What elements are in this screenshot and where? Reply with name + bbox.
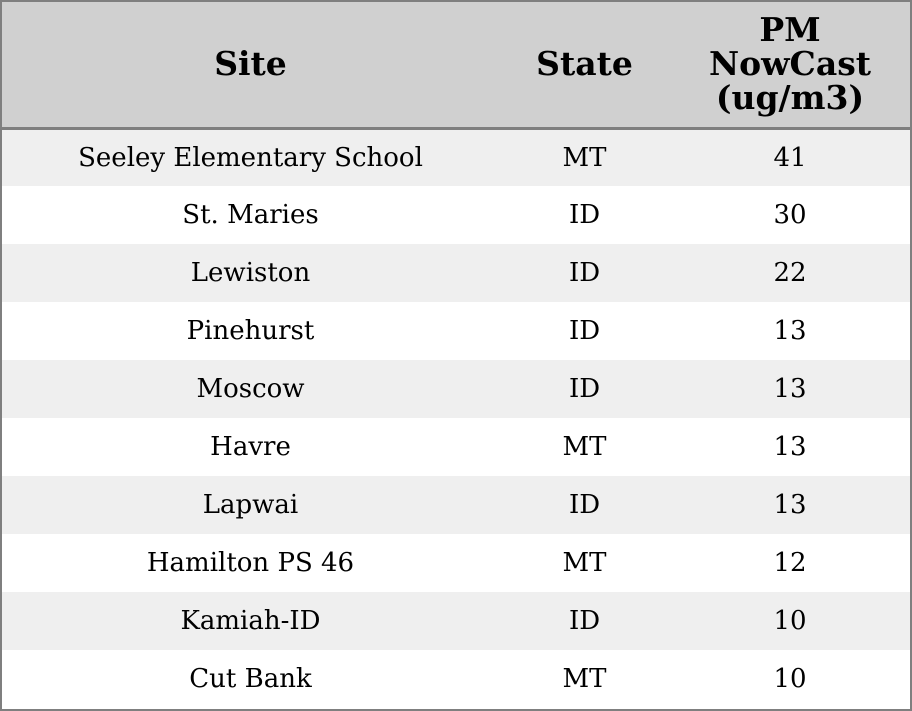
cell-pm-nowcast: 10 bbox=[773, 606, 807, 636]
table-row bbox=[2, 244, 910, 302]
header-row bbox=[2, 2, 910, 128]
table-row bbox=[2, 360, 910, 418]
table-row bbox=[2, 186, 910, 244]
cell-state: ID bbox=[568, 606, 601, 636]
cell-pm-nowcast: 22 bbox=[773, 258, 807, 288]
table-header bbox=[2, 2, 910, 128]
cell-state: ID bbox=[568, 316, 601, 346]
cell-state: ID bbox=[568, 374, 601, 404]
table-body bbox=[2, 128, 910, 708]
column-header-site bbox=[2, 2, 499, 128]
cell-state: ID bbox=[568, 258, 601, 288]
cell-state: MT bbox=[562, 548, 607, 578]
cell-site: Kamiah-ID bbox=[180, 606, 321, 636]
cell-site: Lapwai bbox=[202, 490, 299, 520]
header-state-line: State bbox=[536, 44, 633, 84]
cell-state: ID bbox=[568, 200, 601, 230]
cell-site: Cut Bank bbox=[189, 664, 312, 694]
cell-site: Pinehurst bbox=[186, 316, 315, 346]
cell-state: MT bbox=[562, 142, 607, 173]
column-header-pm-nowcast bbox=[670, 2, 910, 128]
header-pm-line-2: NowCast bbox=[708, 44, 872, 84]
cell-state: MT bbox=[562, 664, 607, 694]
cell-state: MT bbox=[562, 432, 607, 462]
cell-pm-nowcast: 12 bbox=[773, 548, 807, 578]
cell-state: ID bbox=[568, 490, 601, 520]
cell-pm-nowcast: 13 bbox=[773, 374, 807, 404]
cell-site: Havre bbox=[210, 432, 291, 462]
table-row bbox=[2, 418, 910, 476]
cell-site: Seeley Elementary School bbox=[78, 142, 423, 173]
column-header-state bbox=[499, 2, 670, 128]
cell-pm-nowcast: 41 bbox=[773, 142, 807, 173]
cell-pm-nowcast: 13 bbox=[773, 432, 807, 462]
cell-site: St. Maries bbox=[182, 200, 319, 230]
cell-site: Hamilton PS 46 bbox=[146, 548, 355, 578]
cell-pm-nowcast: 13 bbox=[773, 316, 807, 346]
header-pm-line-3: (ug/m3) bbox=[715, 78, 865, 118]
header-site-line: Site bbox=[214, 44, 287, 84]
table-row bbox=[2, 534, 910, 592]
cell-site: Moscow bbox=[196, 374, 305, 404]
cell-pm-nowcast: 10 bbox=[773, 664, 807, 694]
table-row bbox=[2, 302, 910, 360]
data-table bbox=[2, 2, 910, 708]
cell-pm-nowcast: 30 bbox=[773, 200, 807, 230]
cell-pm-nowcast: 13 bbox=[773, 490, 807, 520]
table-row bbox=[2, 476, 910, 534]
header-pm-line-1: PM bbox=[759, 10, 821, 50]
table-row bbox=[2, 650, 910, 708]
table-row bbox=[2, 128, 910, 186]
table-row bbox=[2, 592, 910, 650]
cell-site: Lewiston bbox=[190, 258, 311, 288]
